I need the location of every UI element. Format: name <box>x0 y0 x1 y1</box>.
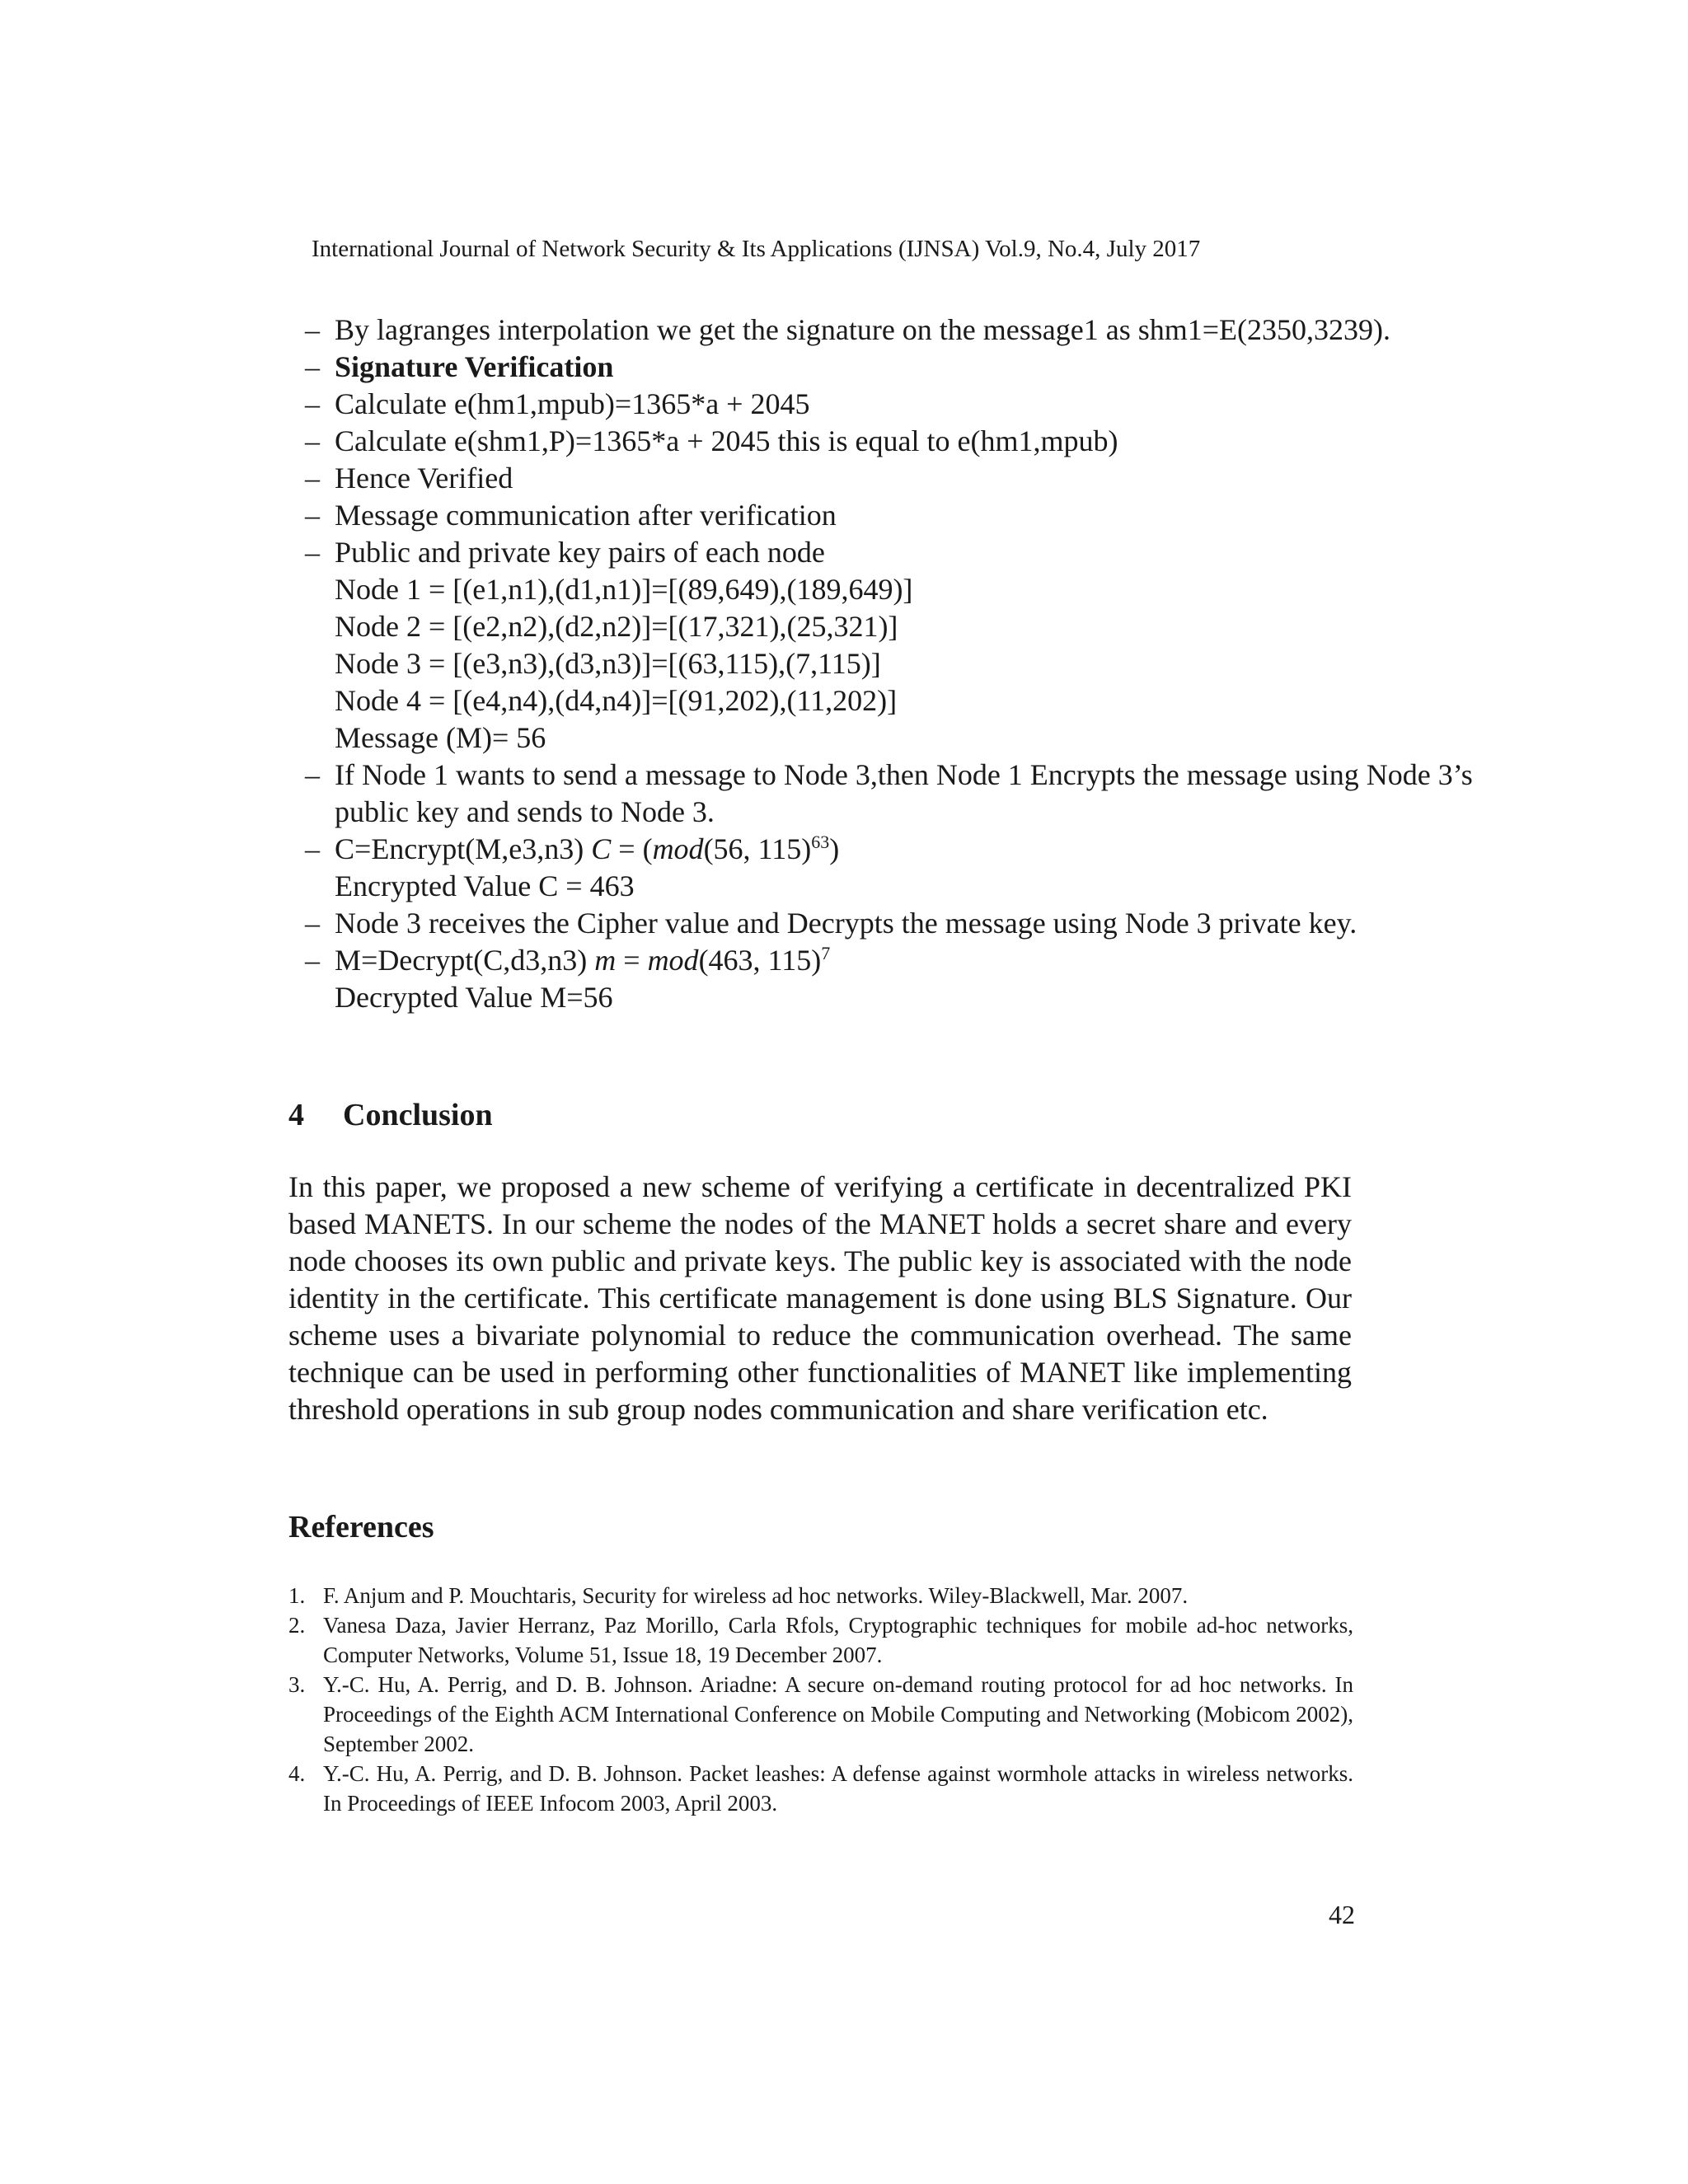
list-item-text: Hence Verified <box>335 462 513 494</box>
bullet-dash: – <box>305 536 320 569</box>
list-item-text: Calculate e(hm1,mpub)=1365*a + 2045 <box>335 387 810 420</box>
conclusion-paragraph: In this paper, we proposed a new scheme of verifying a certificate in decentralized PKI based MANETS. In our scheme the nodes of the MANET holds a secret share and every node chooses its own public and private keys. The public key is associated with the node identity in the certificate. This certificate management is done using BLS Signature. Our scheme uses a bivariate polynomial to reduce the communication overhead. The same technique can be used in performing other functionalities of MANET like implementing threshold operations in sub group nodes communication and share verification etc. <box>288 1170 1352 1426</box>
encrypt-formula <box>591 832 839 865</box>
formula-exponent: 63 <box>811 832 830 852</box>
list-item <box>305 497 1475 534</box>
reference-item <box>288 1610 1353 1670</box>
list-item-text: By lagranges interpolation we get the signature on the message1 as shm1=E(2350,3239). <box>335 313 1391 346</box>
decrypted-value-line: Decrypted Value M=56 <box>335 981 613 1014</box>
formula-eq: = <box>616 944 648 977</box>
key-pair-line: Node 3 = [(e3,n3),(d3,n3)]=[(63,115),(7,115)] <box>335 647 881 680</box>
list-item <box>305 905 1475 942</box>
reference-number: 3. <box>288 1672 306 1697</box>
reference-number: 4. <box>288 1761 306 1786</box>
derivation-list <box>305 312 1475 1016</box>
reference-item <box>288 1759 1353 1818</box>
list-item-text: M=Decrypt(C,d3,n3) <box>335 944 595 977</box>
formula-exponent: 7 <box>821 943 831 963</box>
reference-text: Vanesa Daza, Javier Herranz, Paz Morillo, Carla Rfols, Cryptographic techniques for mobile ad-hoc networks, Computer Networks, Volume 51, Issue 18, 19 December 2007. <box>323 1613 1353 1667</box>
formula-args: (56, 115) <box>703 832 812 865</box>
bullet-dash: – <box>305 944 320 977</box>
list-item <box>305 423 1475 460</box>
section-title: Conclusion <box>343 1098 493 1132</box>
key-pair-line: Node 2 = [(e2,n2),(d2,n2)]=[(17,321),(25,321)] <box>335 610 898 643</box>
list-item <box>305 386 1475 423</box>
formula-lhs: C <box>591 832 612 865</box>
formula-args: (463, 115) <box>698 944 822 977</box>
bullet-dash: – <box>305 313 320 346</box>
formula-fn: mod <box>647 944 699 977</box>
formula-lhs: m <box>594 944 617 977</box>
reference-item <box>288 1581 1353 1610</box>
reference-text: Y.-C. Hu, A. Perrig, and D. B. Johnson. Packet leashes: A defense against wormhole attacks in wireless networks. In Proceedings of IEEE Infocom 2003, April 2003. <box>323 1761 1353 1816</box>
reference-text: F. Anjum and P. Mouchtaris, Security for wireless ad hoc networks. Wiley-Blackwell, Mar. 2007. <box>323 1583 1189 1608</box>
list-item-text: If Node 1 wants to send a message to Node 3,then Node 1 Encrypts the message using Node 3’s public key and sends to Node 3. <box>335 758 1473 828</box>
formula-close: ) <box>829 832 840 865</box>
list-item-text: Public and private key pairs of each node <box>335 536 825 569</box>
list-item-text: C=Encrypt(M,e3,n3) <box>335 832 592 865</box>
bullet-dash: – <box>305 832 320 865</box>
section-heading <box>288 1096 493 1134</box>
reference-text: Y.-C. Hu, A. Perrig, and D. B. Johnson. Ariadne: A secure on-demand routing protocol for ad hoc networks. In Proceedings of the Eighth ACM International Conference on Mobile Computing and Networking (Mobicom 2002), September 2002. <box>323 1672 1353 1756</box>
encrypted-value-line: Encrypted Value C = 463 <box>335 869 635 902</box>
list-item <box>305 757 1475 831</box>
signature-verification-heading: Signature Verification <box>335 350 614 383</box>
list-item <box>305 534 1475 757</box>
bullet-dash: – <box>305 424 320 457</box>
key-pair-line: Node 1 = [(e1,n1),(d1,n1)]=[(89,649),(189,649)] <box>335 573 913 606</box>
formula-eq: = ( <box>611 832 653 865</box>
list-item <box>305 460 1475 497</box>
decrypt-formula <box>594 944 830 977</box>
reference-number: 1. <box>288 1583 306 1608</box>
bullet-dash: – <box>305 387 320 420</box>
list-item <box>305 942 1475 1016</box>
list-item <box>305 349 1475 386</box>
list-item <box>305 831 1475 905</box>
reference-number: 2. <box>288 1613 306 1638</box>
list-item <box>305 312 1475 349</box>
references-heading: References <box>288 1510 434 1544</box>
list-item-text: Message communication after verification <box>335 499 837 532</box>
bullet-dash: – <box>305 462 320 494</box>
message-value-line: Message (M)= 56 <box>335 721 546 754</box>
bullet-dash: – <box>305 907 320 940</box>
list-item-text: Node 3 receives the Cipher value and Decrypts the message using Node 3 private key. <box>335 907 1357 940</box>
page-number: 42 <box>1329 1900 1355 1929</box>
list-item-text: Calculate e(shm1,P)=1365*a + 2045 this is equal to e(hm1,mpub) <box>335 424 1118 457</box>
bullet-dash: – <box>305 758 320 791</box>
references-list <box>288 1581 1353 1818</box>
running-header: International Journal of Network Security & Its Applications (IJNSA) Vol.9, No.4, July 2017 <box>312 236 1201 262</box>
reference-item <box>288 1670 1353 1759</box>
section-number: 4 <box>288 1098 304 1132</box>
bullet-dash: – <box>305 350 320 383</box>
formula-fn: mod <box>652 832 704 865</box>
key-pair-line: Node 4 = [(e4,n4),(d4,n4)]=[(91,202),(11,202)] <box>335 684 898 717</box>
bullet-dash: – <box>305 499 320 532</box>
